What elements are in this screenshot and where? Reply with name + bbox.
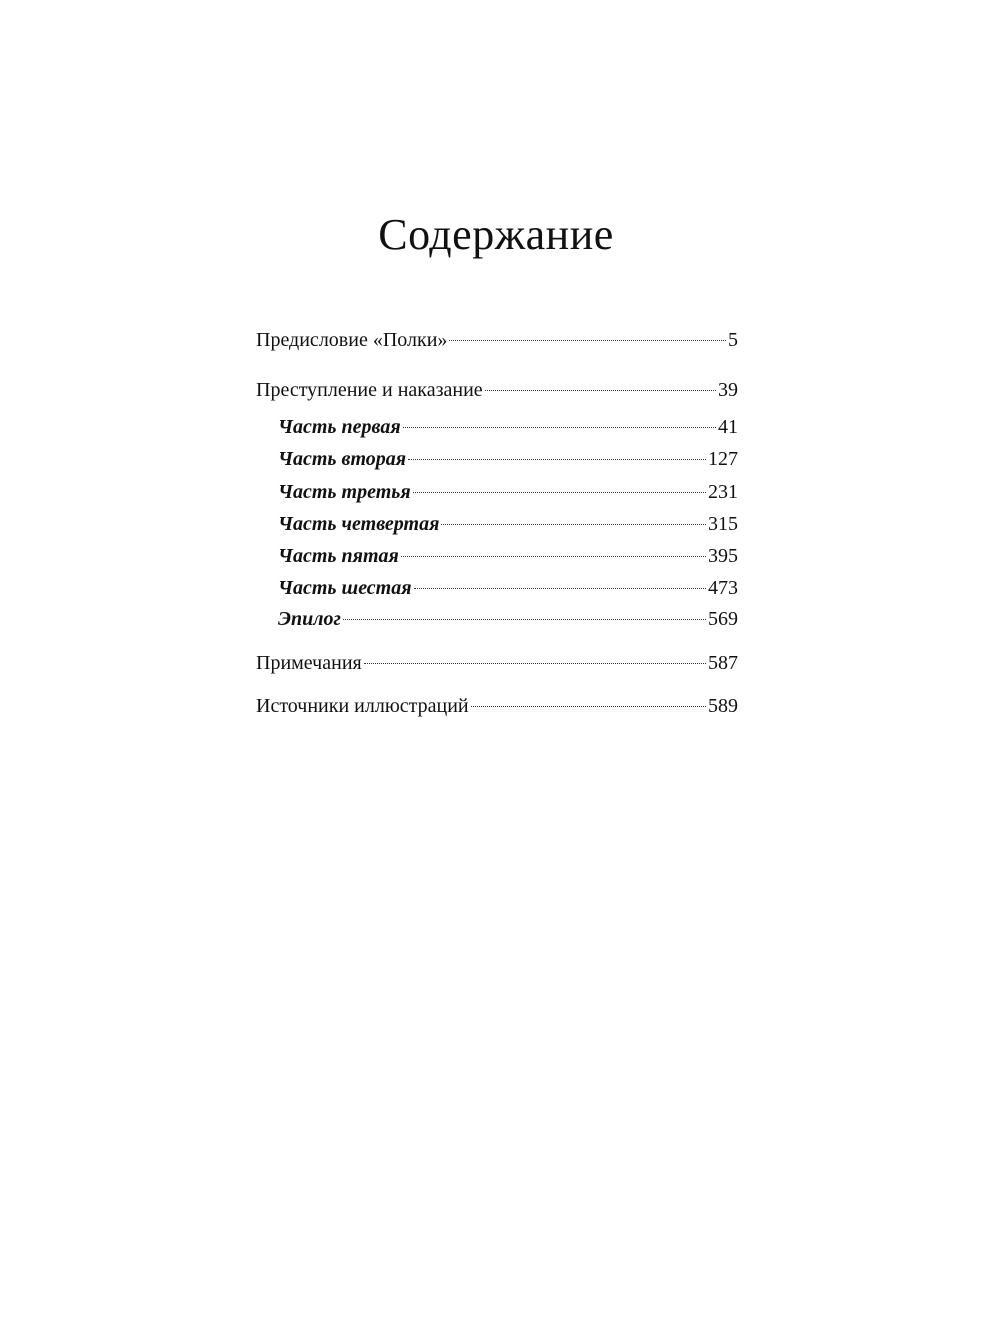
toc-entry-label: Часть третья	[278, 481, 411, 503]
page-title: Содержание	[378, 210, 614, 259]
toc-entry-part	[256, 474, 738, 504]
toc-entry-page: 473	[708, 577, 738, 599]
toc-entry-label: Часть шестая	[278, 577, 412, 599]
dot-leader	[441, 506, 706, 530]
toc-entry-illustrations	[256, 688, 738, 718]
toc-entry-part	[256, 409, 738, 439]
toc-entry-page: 127	[708, 448, 738, 470]
toc-entry-page: 587	[708, 652, 738, 674]
toc-entry-part	[256, 570, 738, 600]
dot-leader	[401, 538, 706, 562]
toc-entry-part	[256, 441, 738, 471]
toc-entry-label: Часть вторая	[278, 448, 407, 470]
dot-leader	[471, 688, 706, 712]
toc-entry-page: 315	[708, 513, 738, 535]
toc-entry-label: Преступление и наказание	[256, 379, 483, 401]
toc-entry-page: 39	[718, 379, 738, 401]
dot-leader	[413, 474, 706, 498]
toc-entry-label: Часть четвертая	[278, 513, 440, 535]
toc-entry-part	[256, 506, 738, 536]
toc-entry-page: 41	[718, 416, 738, 438]
dot-leader	[485, 372, 716, 396]
toc-entry-novel	[256, 372, 738, 402]
toc-entry-label: Предисловие «Полки»	[256, 329, 448, 351]
toc-entry-label: Примечания	[256, 652, 362, 674]
dot-leader	[403, 409, 716, 433]
toc-entry-page: 231	[708, 481, 738, 503]
dot-leader	[364, 645, 706, 669]
toc-entry-part	[256, 538, 738, 568]
toc-entry-preface	[256, 322, 738, 352]
dot-leader	[449, 322, 726, 346]
toc-entry-label: Эпилог	[278, 608, 341, 630]
toc-entry-label: Источники иллюстраций	[256, 695, 469, 717]
toc-entry-page: 569	[708, 608, 738, 630]
dot-leader	[343, 601, 706, 625]
dot-leader	[414, 570, 706, 594]
toc-entry-label: Часть первая	[278, 416, 401, 438]
toc-entry-page: 5	[728, 329, 738, 351]
toc-entry-page: 395	[708, 545, 738, 567]
toc-entry-epilogue	[256, 601, 738, 631]
dot-leader	[408, 441, 706, 465]
toc-entry-notes	[256, 645, 738, 675]
toc-entry-page: 589	[708, 695, 738, 717]
toc-entry-label: Часть пятая	[278, 545, 399, 567]
